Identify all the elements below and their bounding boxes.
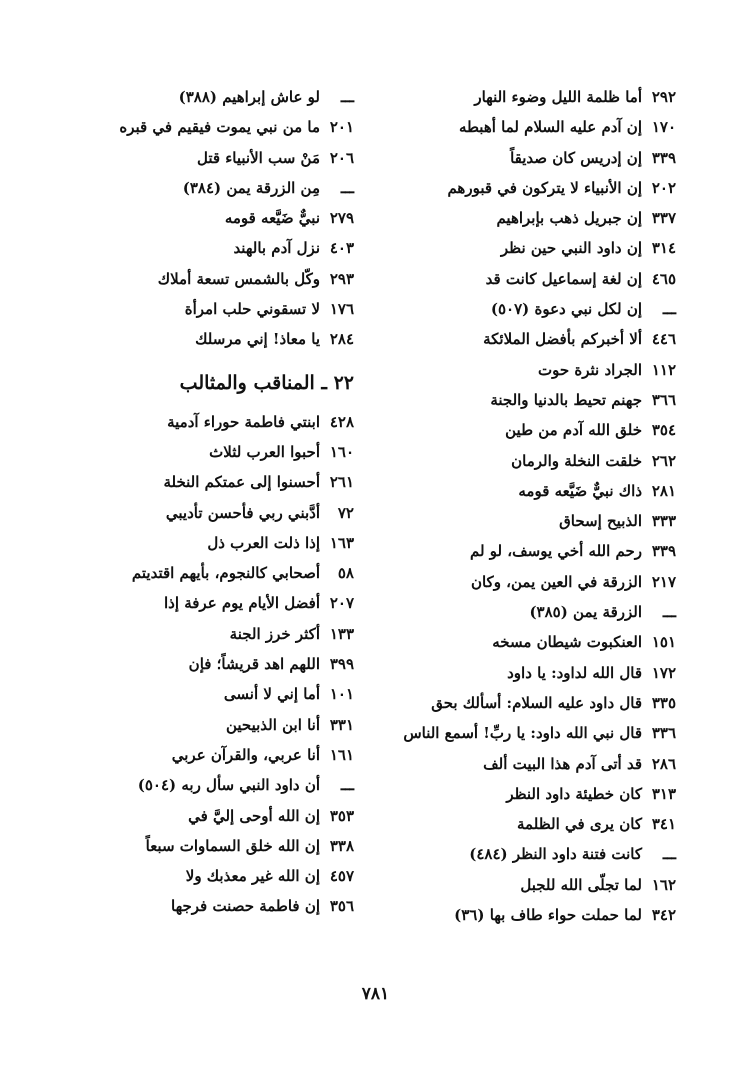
index-entry	[376, 173, 676, 203]
entry-text: رحم الله أخي يوسف، لو لم	[469, 542, 642, 561]
index-entry	[54, 324, 354, 354]
index-entry	[376, 749, 676, 779]
index-entry	[376, 718, 676, 748]
entry-number: ٢٠٧	[329, 594, 354, 613]
index-entry	[54, 861, 354, 891]
entry-number: ٢٧٩	[329, 209, 354, 228]
entry-text: يا معاذ! إني مرسلك	[195, 330, 320, 349]
entry-text: إن آدم عليه السلام لما أهبطه	[458, 118, 642, 137]
entry-text: إن الله خلق السماوات سبعاً	[145, 836, 320, 855]
entry-number: ٣١٣	[651, 784, 676, 803]
entry-text: خلقت النخلة والرمان	[511, 451, 642, 470]
entry-number: ٣٣٧	[651, 209, 676, 228]
entry-text: أحبوا العرب لثلاث	[209, 442, 320, 461]
entry-text: مِن الزرقة يمن (٣٨٤)	[182, 178, 320, 197]
index-entry	[54, 437, 354, 467]
entry-number: ٣٦٦	[651, 390, 676, 409]
entry-text: الجراد نثرة حوت	[538, 360, 642, 379]
entry-number: ـــ	[340, 178, 354, 197]
index-entry	[54, 173, 354, 203]
index-entry	[54, 467, 354, 497]
entry-text: كان خطيئة داود النظر	[506, 784, 642, 803]
entry-text: أنا عربي، والقرآن عربي	[171, 745, 320, 764]
index-entry	[54, 679, 354, 709]
left-column	[54, 82, 354, 922]
entry-number: ٢٠١	[329, 118, 354, 137]
entry-number: ١٦٣	[329, 533, 354, 552]
index-entry	[376, 658, 676, 688]
entry-text: قد أتى آدم هذا البيت ألف	[483, 754, 642, 773]
entry-number: ٢٩٢	[651, 88, 676, 106]
entry-number: ٢٦١	[329, 473, 354, 492]
index-entry	[54, 649, 354, 679]
index-entry	[376, 597, 676, 627]
entry-text: كان يرى في الظلمة	[517, 815, 642, 834]
entry-text: أفضل الأيام يوم عرفة إذا	[163, 594, 320, 613]
entry-number: ـــ	[662, 603, 676, 622]
entry-text: إن الله غير معذبك ولا	[185, 867, 320, 886]
entry-text: مَنْ سب الأنبياء قتل	[196, 148, 320, 167]
entry-number: ٣٥٤	[651, 421, 676, 440]
entry-number: ٤٥٧	[329, 867, 354, 886]
index-entry	[54, 801, 354, 831]
index-entry	[54, 112, 354, 142]
entry-number: ٢٠٢	[651, 178, 676, 197]
left-column-bottom-list	[54, 407, 354, 922]
entry-number: ٢٨٤	[329, 330, 354, 349]
entry-text: أحسنوا إلى عمتكم النخلة	[163, 473, 320, 492]
entry-text: ابنتي فاطمة حوراء آدمية	[167, 412, 320, 431]
entry-number: ـــ	[662, 300, 676, 319]
index-entry	[376, 233, 676, 263]
index-entry	[376, 900, 676, 930]
index-entry	[376, 385, 676, 415]
index-entry	[54, 740, 354, 770]
index-entry	[376, 536, 676, 566]
entry-number: ٢٨١	[651, 481, 676, 500]
entry-number: ٢١٧	[651, 572, 676, 591]
entry-number: ٧٢	[337, 503, 354, 522]
entry-text: إن لكل نبي دعوة (٥٠٧)	[490, 300, 642, 319]
index-entry	[376, 264, 676, 294]
entry-text: أكثر خرز الجنة	[229, 624, 320, 643]
entry-text: قال داود عليه السلام: أسألك بحق	[431, 693, 642, 712]
index-entry	[54, 891, 354, 921]
entry-text: إن الأنبياء لا يتركون في قبورهم	[447, 178, 642, 197]
entry-number: ١٦٠	[329, 442, 354, 461]
entry-number: ١٧٦	[329, 300, 354, 319]
entry-number: ـــ	[662, 845, 676, 864]
index-entry	[376, 567, 676, 597]
entry-text: ذاك نبيٌّ ضَيَّعه قومه	[518, 481, 642, 500]
index-entry	[54, 233, 354, 263]
index-entry	[54, 528, 354, 558]
entry-number: ١١٢	[651, 360, 676, 379]
entry-number: ٣٣٥	[651, 693, 676, 712]
entry-number: ١٦٢	[651, 875, 676, 894]
entry-text: أدَّبني ربي فأحسن تأديبي	[165, 503, 320, 522]
index-entry	[376, 294, 676, 324]
left-column-top-list	[54, 82, 354, 355]
index-entry	[376, 779, 676, 809]
entry-number: ١٣٣	[329, 624, 354, 643]
index-entry	[54, 710, 354, 740]
index-entry	[376, 324, 676, 354]
entry-text: إن إدريس كان صديقاً	[510, 148, 642, 167]
entry-number: ٣٥٣	[329, 806, 354, 825]
entry-number: ٣٩٩	[329, 655, 354, 674]
entry-number: ٣٤٢	[651, 906, 676, 925]
entry-text: جهنم تحيط بالدنيا والجنة	[490, 390, 642, 409]
entry-number: ـــ	[340, 88, 354, 106]
entry-number: ٣٣٨	[329, 836, 354, 855]
entry-number: ٣٥٦	[329, 897, 354, 916]
entry-text: الذبيح إسحاق	[559, 512, 642, 531]
entry-text: اللهم اهد قريشاً؛ فإن	[188, 655, 320, 674]
entry-number: ٤٢٨	[329, 412, 354, 431]
index-entry	[54, 831, 354, 861]
index-entry	[376, 809, 676, 839]
index-entry	[54, 82, 354, 112]
index-entry	[376, 688, 676, 718]
index-entry	[54, 203, 354, 233]
entry-text: أما ظلمة الليل وضوء النهار	[474, 88, 642, 106]
entry-text: الزرقة يمن (٣٨٥)	[529, 603, 642, 622]
entry-text: أنا ابن الذبيحين	[225, 715, 320, 734]
index-entry	[54, 143, 354, 173]
entry-number: ـــ	[340, 776, 354, 795]
entry-number: ٤٤٦	[651, 330, 676, 349]
entry-text: نبيٌّ ضَيَّعه قومه	[224, 209, 320, 228]
entry-text: العنكبوت شيطان مسخه	[492, 633, 642, 652]
entry-number: ٣١٤	[651, 239, 676, 258]
entry-number: ٢٦٢	[651, 451, 676, 470]
entry-number: ٣٣٩	[651, 148, 676, 167]
index-entry	[54, 264, 354, 294]
index-entry	[54, 498, 354, 528]
entry-text: ألا أخبركم بأفضل الملائكة	[483, 330, 642, 349]
entry-number: ٤٠٣	[329, 239, 354, 258]
index-entry	[376, 446, 676, 476]
entry-text: إن لغة إسماعيل كانت قد	[485, 269, 642, 288]
entry-text: الزرقة في العين يمن، وكان	[470, 572, 642, 591]
entry-number: ٢٠٦	[329, 148, 354, 167]
entry-number: ١٠١	[329, 685, 354, 704]
entry-number: ١٦١	[329, 745, 354, 764]
index-entry	[376, 476, 676, 506]
index-entry	[54, 588, 354, 618]
index-entry	[376, 839, 676, 869]
entry-number: ٣٣٩	[651, 542, 676, 561]
entry-number: ٥٨	[337, 564, 354, 583]
entry-number: ١٧٢	[651, 663, 676, 682]
index-entry	[376, 203, 676, 233]
entry-text: لا تسقوني حلب امرأة	[184, 300, 320, 319]
index-entry	[376, 627, 676, 657]
entry-text: قال الله لداود: يا داود	[507, 663, 642, 682]
entry-text: أصحابي كالنجوم، بأيهم اقتديتم	[131, 564, 320, 583]
entry-number: ٣٣١	[329, 715, 354, 734]
entry-text: قال نبي الله داود: يا ربِّ! أسمع الناس	[403, 724, 642, 743]
index-entry	[54, 294, 354, 324]
index-entry	[376, 415, 676, 445]
entry-text: أن داود النبي سأل ربه (٥٠٤)	[137, 776, 320, 795]
entry-number: ٣٤١	[651, 815, 676, 834]
entry-text: أما إني لا أنسى	[223, 685, 320, 704]
entry-number: ٤٦٥	[651, 269, 676, 288]
index-entry	[376, 355, 676, 385]
entry-text: لو عاش إبراهيم (٣٨٨)	[178, 88, 320, 106]
index-entry	[54, 407, 354, 437]
index-entry	[54, 558, 354, 588]
entry-number: ٢٩٣	[329, 269, 354, 288]
page-number: ٧٨١	[361, 984, 390, 1004]
entry-text: إن داود النبي حين نظر	[500, 239, 642, 258]
entry-number: ٢٨٦	[651, 754, 676, 773]
index-entry	[376, 870, 676, 900]
entry-text: إن الله أوحى إليَّ في	[188, 806, 320, 825]
entry-number: ١٧٠	[651, 118, 676, 137]
entry-text: إذا ذلت العرب ذل	[207, 533, 320, 552]
entry-number: ٣٣٦	[651, 724, 676, 743]
section-title: ٢٢ ـ المناقب والمثالب	[179, 371, 354, 394]
entry-text: ما من نبي يموت فيقيم في قبره	[119, 118, 320, 137]
index-entry	[376, 143, 676, 173]
entry-text: إن فاطمة حصنت فرجها	[171, 897, 320, 916]
entry-text: نزل آدم بالهند	[233, 239, 320, 258]
index-entry	[54, 770, 354, 800]
entry-number: ١٥١	[651, 633, 676, 652]
entry-text: لما حملت حواء طاف بها (٣٦)	[454, 906, 642, 925]
entry-text: كانت فتنة داود النظر (٤٨٤)	[469, 845, 642, 864]
right-column	[376, 82, 676, 930]
index-entry	[376, 112, 676, 142]
entry-text: وكّل بالشمس تسعة أملاك	[157, 269, 320, 288]
entry-text: لما تجلّى الله للجبل	[520, 875, 642, 894]
entry-text: إن جبريل ذهب بإبراهيم	[496, 209, 642, 228]
index-entry	[376, 82, 676, 112]
index-entry	[376, 506, 676, 536]
index-entry	[54, 619, 354, 649]
entry-text: خلق الله آدم من طين	[505, 421, 642, 440]
entry-number: ٣٣٣	[651, 512, 676, 531]
